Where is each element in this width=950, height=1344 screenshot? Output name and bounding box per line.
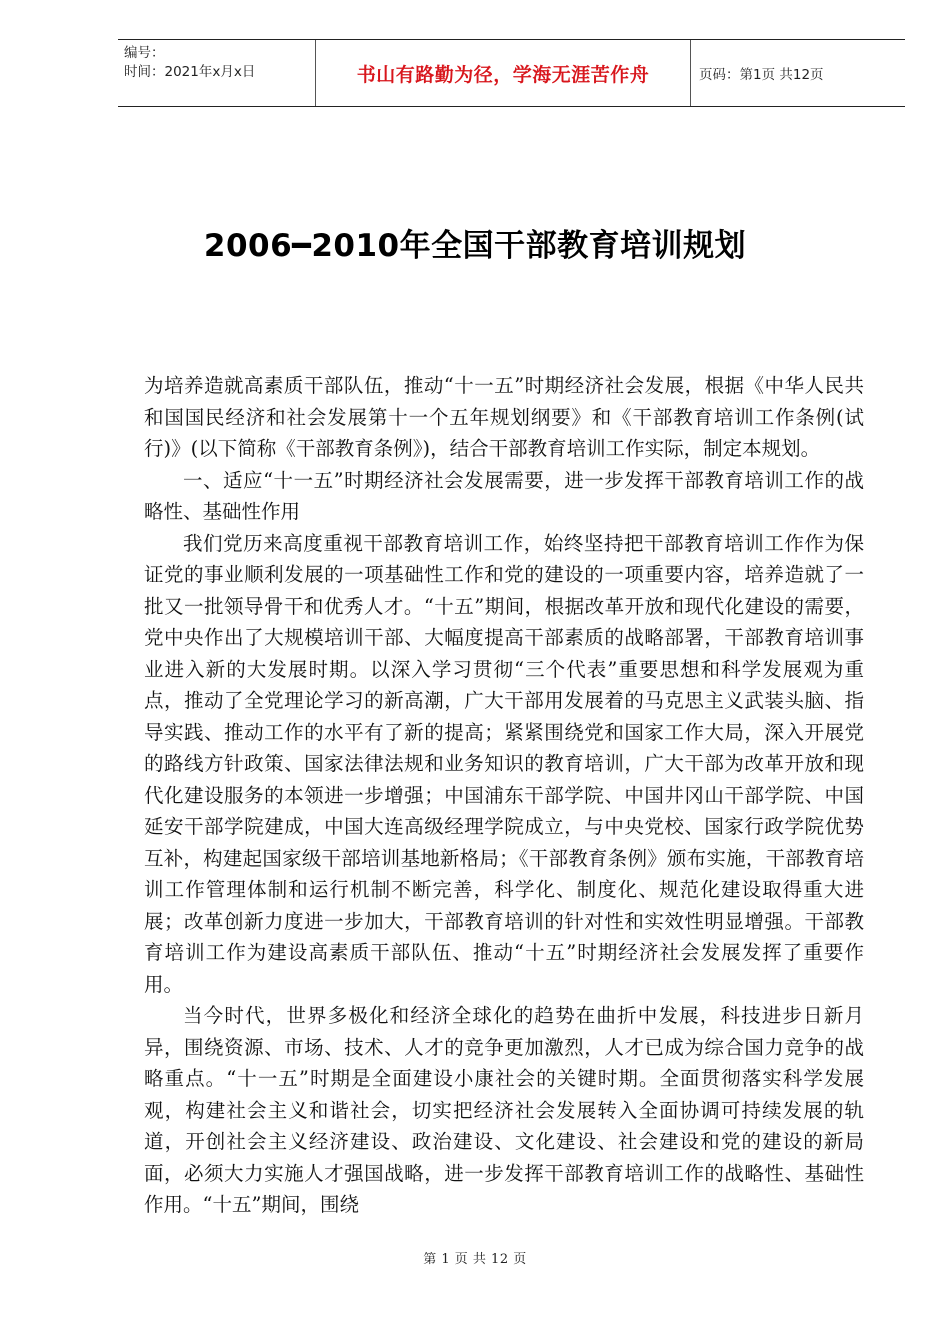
header-motto: 书山有路勤为径，学海无涯苦作舟 <box>316 40 691 106</box>
paragraph-2: 我们党历来高度重视干部教育培训工作，始终坚持把干部教育培训工作作为保证党的事业顺利发展的一项基础性工作和党的建设的一项重要内容，培养造就了一批又一批领导骨干和优秀人才。“十五”期间，根据改革开放和现代化建设的需要，党中央作出了大规模培训干部、大幅度提高干部素质的战略部署，干部教育培训事业进入新的大发展时期。以深入学习贯彻“三个代表”重要思想和科学发展观为重点，推动了全党理论学习的新高潮，广大干部用发展着的马克思主义武装头脑、指导实践、推动工作的水平有了新的提高；紧紧围绕党和国家工作大局，深入开展党的路线方针政策、国家法律法规和业务知识的教育培训，广大干部为改革开放和现代化建设服务的本领进一步增强；中国浦东干部学院、中国井冈山干部学院、中国延安干部学院建成，中国大连高级经理学院成立，与中央党校、国家行政学院优势互补，构建起国家级干部培训基地新格局；《干部教育条例》颁布实施，干部教育培训工作管理体制和运行机制不断完善，科学化、制度化、规范化建设取得重大进展；改革创新力度进一步加大，干部教育培训的针对性和实效性明显增强。干部教育培训工作为建设高素质干部队伍、推动“十五”时期经济社会发展发挥了重要作用。 <box>144 531 864 996</box>
serial-label: 编号： <box>124 45 165 61</box>
paragraph-intro: 为培养造就高素质干部队伍，推动“十一五”时期经济社会发展，根据《中华人民共和国国民经济和社会发展第十一个五年规划纲要》和《干部教育培训工作条例(试行)》(以下简称《干部教育条例》)，结合干部教育培训工作实际，制定本规划。 <box>144 374 864 460</box>
page-header <box>118 39 905 107</box>
time-label: 时间：2021年x月x日 <box>124 64 256 80</box>
document-body <box>144 370 864 1221</box>
document-title: 2006━2010年全国干部教育培训规划 <box>203 228 747 264</box>
paragraph-3: 当今时代，世界多极化和经济全球化的趋势在曲折中发展，科技进步日新月异，围绕资源、市场、技术、人才的竞争更加激烈，人才已成为综合国力竞争的战略重点。“十一五”时期是全面建设小康社会的关键时期。全面贯彻落实科学发展观，构建社会主义和谐社会，切实把经济社会发展转入全面协调可持续发展的轨道，开创社会主义经济建设、政治建设、文化建设、社会建设和党的建设的新局面，必须大力实施人才强国战略，进一步发挥干部教育培训工作的战略性、基础性作用。“十五”期间，围绕 <box>144 1004 864 1216</box>
section-heading-1: 一、适应“十一五”时期经济社会发展需要，进一步发挥干部教育培训工作的战略性、基础性作用 <box>144 468 864 523</box>
header-page-info: 页码：第1页 共12页 <box>699 67 824 83</box>
page-footer: 第 1 页 共 12 页 <box>423 1252 527 1267</box>
header-meta <box>118 40 316 106</box>
